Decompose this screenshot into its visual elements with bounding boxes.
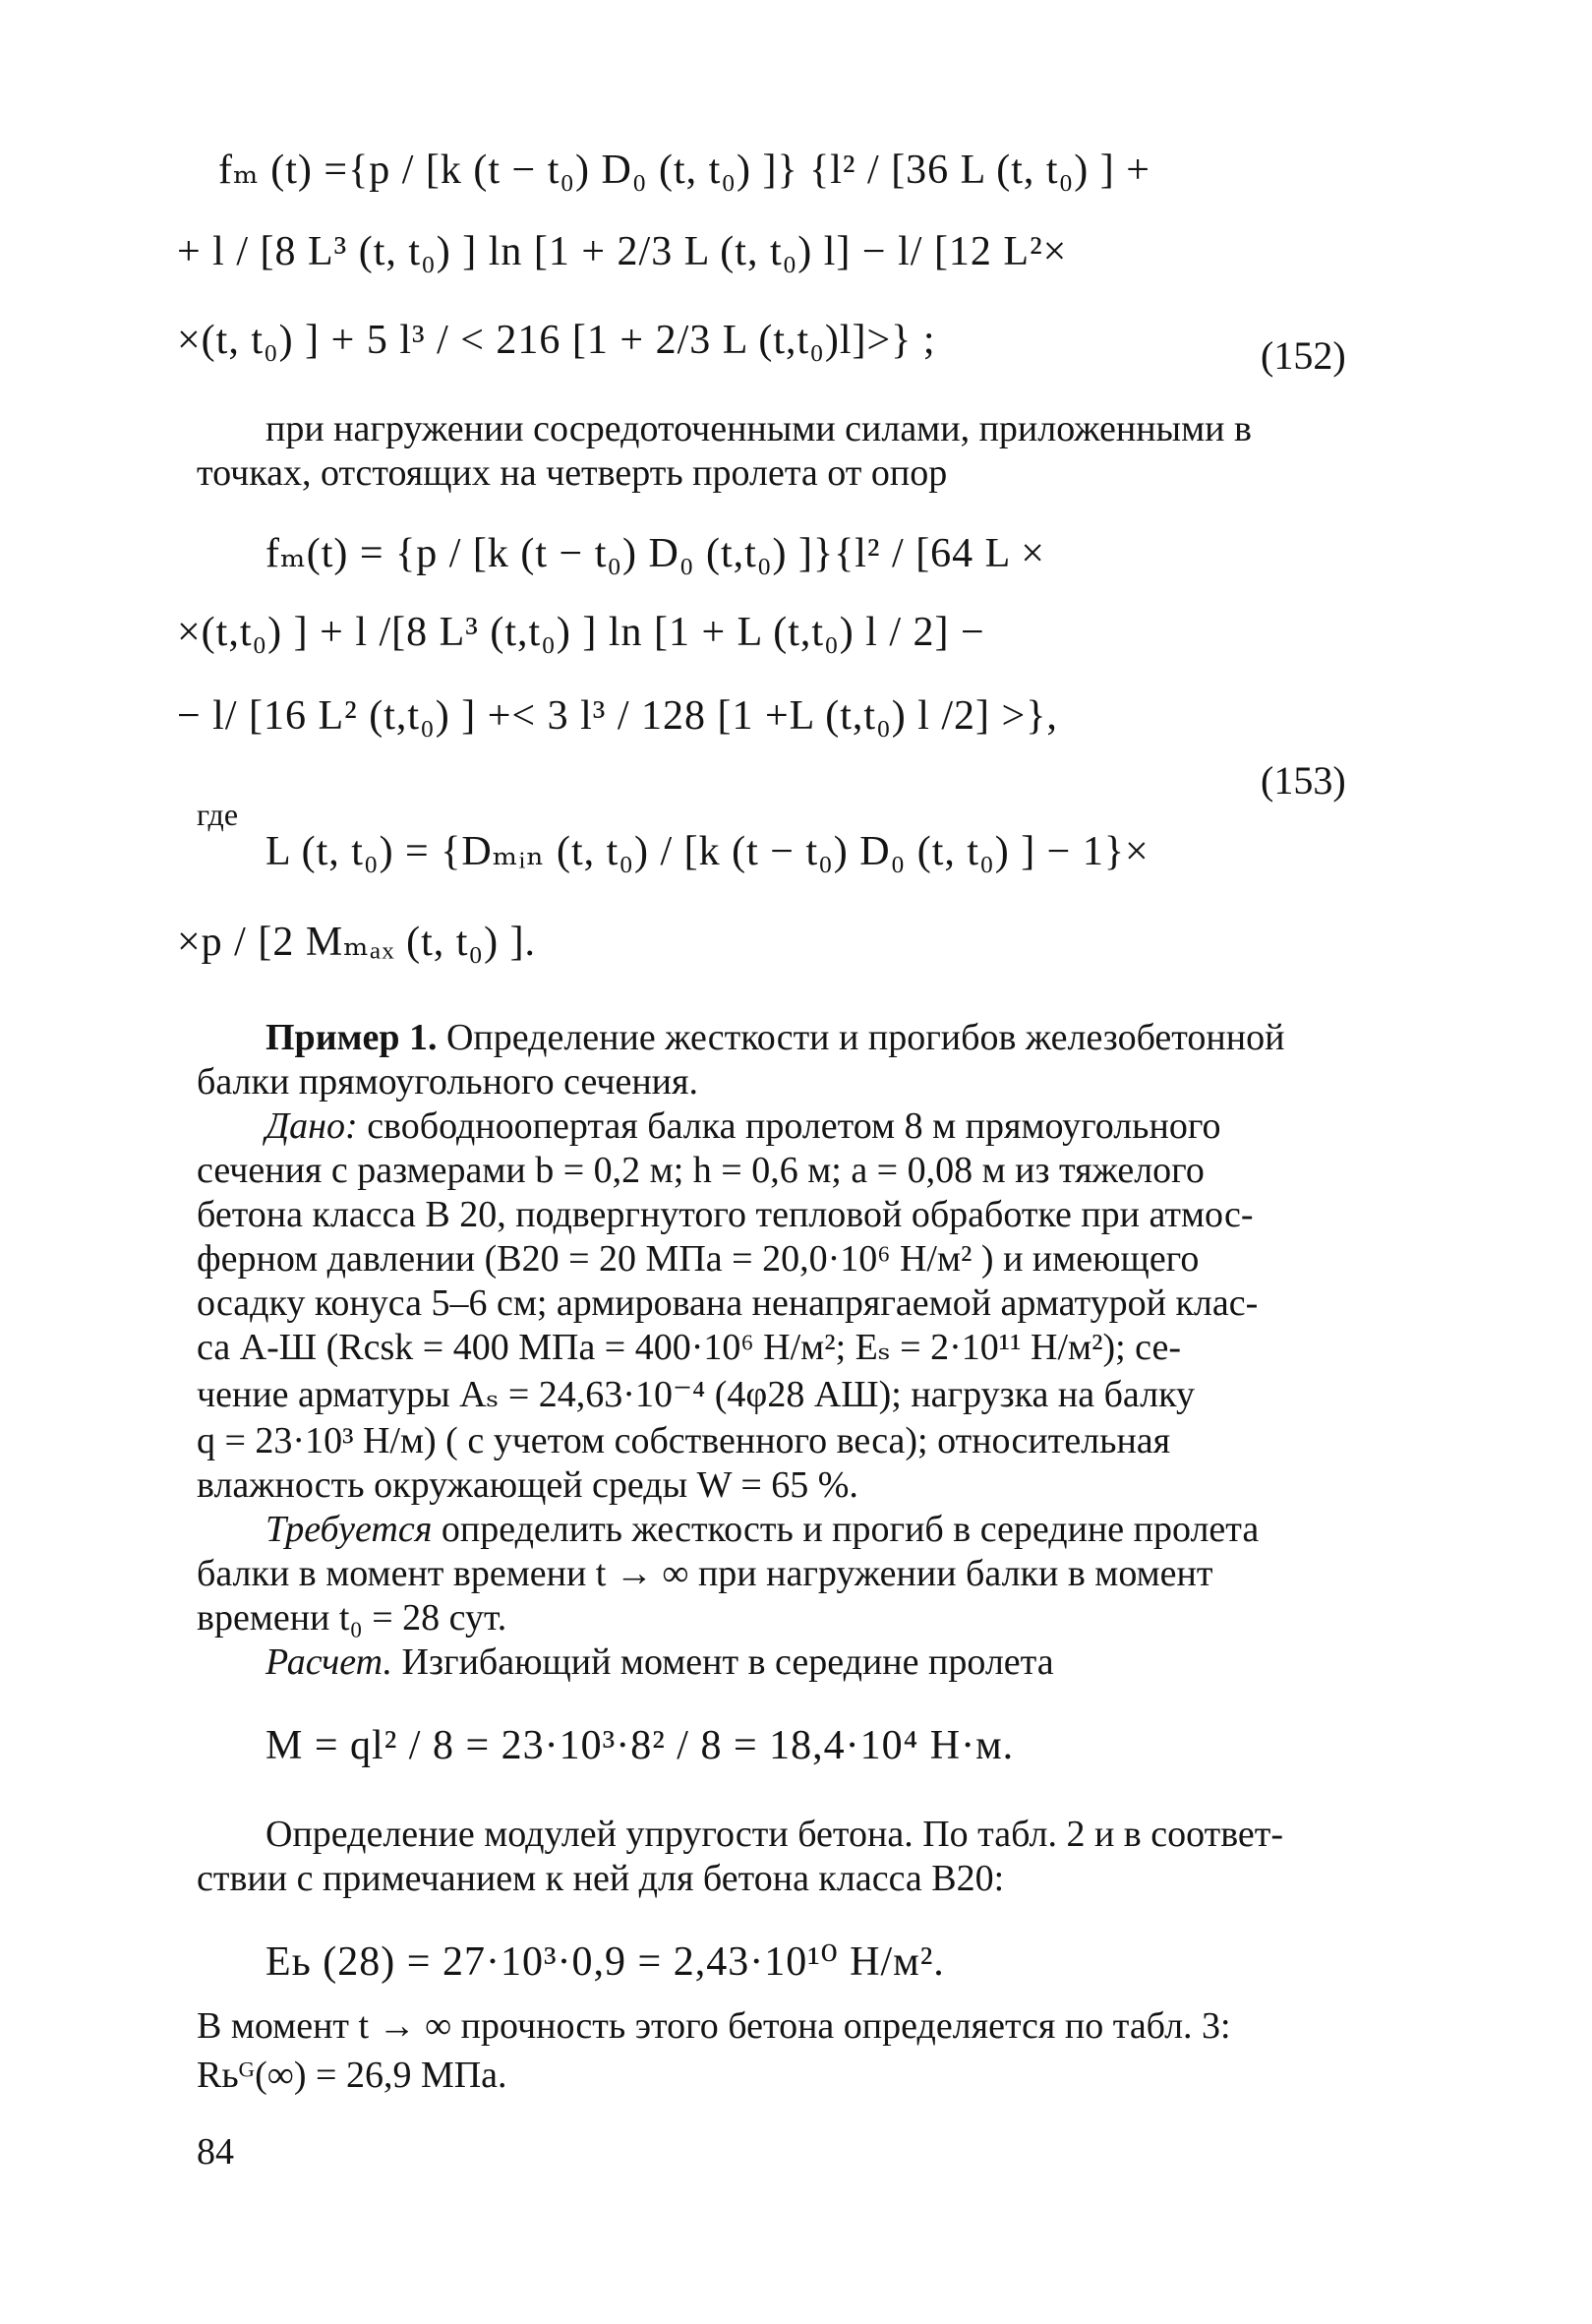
given-line-8: q = 23·10³ H/м) ( с учетом собственного веса); относительная	[197, 1420, 1171, 1461]
calculation-line	[265, 1639, 1054, 1685]
formula-L-line-1: L (t, t₀) = {Dₘᵢₙ (t, t₀) / [k (t − t₀) D₀ (t, t₀) ] − 1}×	[265, 829, 1150, 874]
formula-elastic-modulus: Eь (28) = 27·10³·0,9 = 2,43·10¹⁰ H/м².	[265, 1939, 945, 1985]
page-number: 84	[197, 2131, 234, 2173]
calculation-text: Изгибающий момент в середине пролета	[392, 1641, 1054, 1683]
formula-152-line-2: + l / [8 L³ (t, t₀) ] ln [1 + 2/3 L (t, t₀) l] − l/ [12 L²×	[177, 229, 1068, 274]
required-line-3: времени t₀ = 28 сут.	[197, 1597, 507, 1639]
formula-152-line-3: ×(t, t₀) ] + 5 l³ / < 216 [1 + 2/3 L (t,t₀)l]>} ;	[177, 318, 936, 363]
strength-line-2: Rьᴳ(∞) = 26,9 МПа.	[197, 2055, 507, 2096]
required-line-2: балки в момент времени t → ∞ при нагружении балки в момент	[197, 1553, 1213, 1594]
example-title-line-1	[265, 1015, 1284, 1060]
given-line-9: влажность окружающей среды W = 65 %.	[197, 1464, 858, 1506]
given-line-1	[265, 1103, 1220, 1149]
required-line-1	[265, 1507, 1259, 1552]
formula-152-line-1: fₘ (t) ={p / [k (t − t₀) D₀ (t, t₀) ]} {l² / [36 L (t, t₀) ] +	[218, 148, 1150, 193]
given-line-3: бетона класса В 20, подвергнутого тепловой обработке при атмос-	[197, 1194, 1254, 1235]
required-heading: Требуется	[265, 1509, 433, 1550]
formula-153-line-3: − l/ [16 L² (t,t₀) ] +< 3 l³ / 128 [1 +L (t,t₀) l /2] >},	[177, 693, 1058, 739]
example-title-line-2: балки прямоугольного сечения.	[197, 1061, 698, 1102]
given-text: свободноопертая балка пролетом 8 м прямоугольного	[357, 1105, 1221, 1147]
formula-L-line-2: ×p / [2 Mₘₐₓ (t, t₀) ].	[177, 920, 537, 965]
given-line-7: чение арматуры Aₛ = 24,63·10⁻⁴ (4φ28 АШ); нагрузка на балку	[197, 1374, 1195, 1415]
given-line-5: осадку конуса 5–6 см; армирована ненапрягаемой арматурой клас-	[197, 1282, 1259, 1324]
example-heading: Пример 1.	[265, 1017, 438, 1058]
moduli-line-1: Определение модулей упругости бетона. По табл. 2 и в соответ-	[265, 1814, 1284, 1855]
moduli-line-2: ствии с примечанием к ней для бетона класса B20:	[197, 1858, 1005, 1899]
given-line-6: са А-Ш (Rсsk = 400 МПа = 400·10⁶ H/м²; Eₛ = 2·10¹¹ H/м²); се-	[197, 1327, 1182, 1368]
strength-line-1: В момент t → ∞ прочность этого бетона определяется по табл. 3:	[197, 2005, 1231, 2047]
given-heading: Дано:	[265, 1105, 358, 1147]
formula-153-line-2: ×(t,t₀) ] + l /[8 L³ (t,t₀) ] ln [1 + L (t,t₀) l / 2] −	[177, 610, 985, 655]
where-label: где	[197, 797, 239, 832]
paragraph-loading-line-2: точках, отстоящих на четверть пролета от опор	[197, 452, 948, 494]
calculation-heading: Расчет.	[265, 1641, 393, 1683]
paragraph-loading-line-1: при нагружении сосредоточенными силами, приложенными в	[265, 408, 1252, 449]
equation-number-153: (153)	[1261, 758, 1346, 803]
equation-number-152: (152)	[1261, 333, 1346, 378]
required-text: определить жесткость и прогиб в середине пролета	[432, 1509, 1260, 1550]
given-line-4: ферном давлении (В20 = 20 МПа = 20,0·10⁶ H/м² ) и имеющего	[197, 1238, 1200, 1280]
example-title-text: Определение жесткости и прогибов железобетонной	[437, 1017, 1285, 1058]
formula-153-line-1: fₘ(t) = {p / [k (t − t₀) D₀ (t,t₀) ]}{l² / [64 L ×	[265, 531, 1045, 576]
given-line-2: сечения с размерами b = 0,2 м; h = 0,6 м; a = 0,08 м из тяжелого	[197, 1150, 1205, 1191]
formula-moment: M = ql² / 8 = 23·10³·8² / 8 = 18,4·10⁴ H·м.	[265, 1723, 1015, 1768]
